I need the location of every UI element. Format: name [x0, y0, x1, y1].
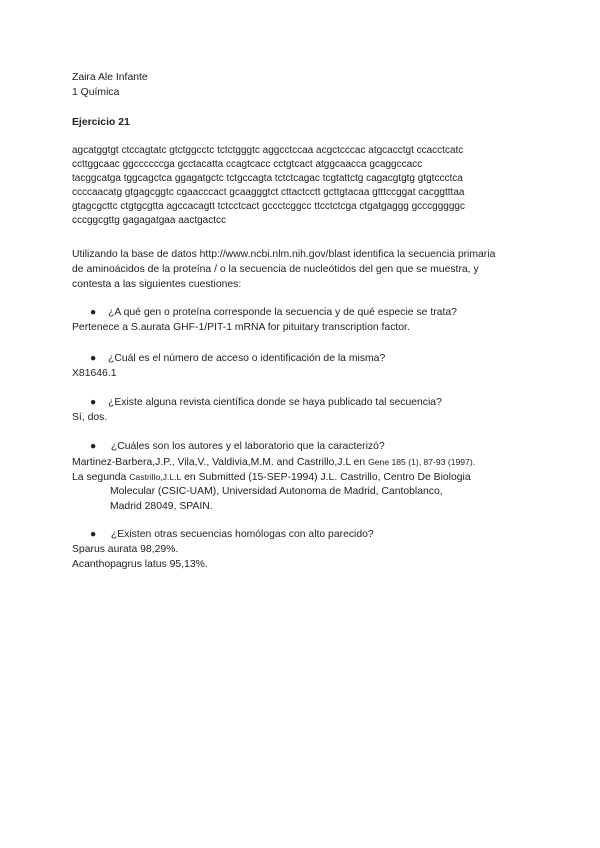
answer-5-line-1: Sparus aurata 98,29%.	[72, 544, 179, 555]
intro-line: contesta a las siguientes cuestiones:	[72, 279, 242, 290]
sequence-line: agcatggtgt ctccagtatc gtctggcctc tctctgggtc aggcctccaa acgctcccac atgcacctgt ccacctcatc	[72, 145, 464, 156]
answer-4-second-pre: La segunda	[72, 472, 130, 483]
answer-3: Sí, dos.	[72, 412, 108, 423]
answer-4-authors: Martinez-Barbera,J.P., Vila,V., Valdivia,M.M. and Castrillo,J.L en	[72, 457, 369, 468]
bullet-icon: ●	[90, 397, 97, 408]
answer-4-second-author: Castrillo,J.L.L	[129, 472, 182, 482]
sequence-line: ccttggcaac ggccccccga gcctacatta ccagtcacc cctgtcact atggcaacca gcaggccacc	[72, 159, 423, 170]
sequence-line: cccggcgttg gagagatgaa aactgactcc	[72, 215, 226, 226]
author-name: Zaira Ale Infante	[72, 72, 148, 83]
bullet-icon: ●	[90, 307, 97, 318]
intro-line: de aminoácidos de la proteína / o la secuencia de nucleótidos del gen que se muestra, y	[72, 264, 479, 275]
answer-5-line-2: Acanthopagrus latus 95,13%.	[72, 559, 208, 570]
intro-line: Utilizando la base de datos http://www.ncbi.nlm.nih.gov/blast identifica la secuencia primaria	[72, 249, 496, 260]
question-5	[90, 528, 374, 542]
sequence-line: gtagcgcttc ctgtgcgtta agccacagtt tctcctcact gccctcggcc ttcctctcga ctgatgaggg gcccgggggc	[72, 201, 465, 212]
bullet-icon: ●	[90, 353, 97, 364]
question-5-text: ¿Existen otras secuencias homólogas con alto parecido?	[108, 529, 374, 540]
bullet-icon: ●	[90, 529, 97, 540]
answer-4-line-4: Madrid 28049, SPAIN.	[110, 501, 213, 512]
question-2	[90, 352, 385, 366]
question-1	[90, 306, 457, 320]
question-3	[90, 396, 442, 410]
answer-4-line-2	[72, 470, 471, 485]
answer-4-line-1	[72, 455, 475, 470]
question-4-text: ¿Cuáles son los autores y el laboratorio que la caracterizó?	[108, 441, 385, 452]
question-1-text: ¿A qué gen o proteína corresponde la secuencia y de qué especie se trata?	[108, 307, 457, 318]
answer-4-second-post: en Submitted (15-SEP-1994) J.L. Castrillo, Centro De Biologia	[181, 472, 471, 483]
sequence-line: tacggcatga tggcagctca ggagatgctc tctgccagta tctctcagac tcgtattctg cagacgtgtg gtgtccctca	[72, 173, 463, 184]
question-4	[90, 440, 385, 454]
sequence-line: ccccaacatg gtgagcggtc cgaacccact gcaagggtct cttactcctt gcttgtacaa gtttccggat cacggtttaa	[72, 187, 465, 198]
answer-4-line-3: Molecular (CSIC-UAM), Universidad Autonoma de Madrid, Cantoblanco,	[110, 486, 443, 497]
question-3-text: ¿Existe alguna revista científica donde se haya publicado tal secuencia?	[108, 397, 442, 408]
answer-1: Pertenece a S.aurata GHF-1/PIT-1 mRNA for pituitary transcription factor.	[72, 322, 410, 333]
exercise-title: Ejercicio 21	[72, 117, 130, 128]
bullet-icon: ●	[90, 441, 97, 452]
answer-4-journal: Gene 185 (1), 87-93 (1997).	[368, 457, 476, 467]
course-label: 1 Química	[72, 87, 120, 98]
question-2-text: ¿Cuál es el número de acceso o identificación de la misma?	[108, 353, 386, 364]
answer-2: X81646.1	[72, 368, 117, 379]
